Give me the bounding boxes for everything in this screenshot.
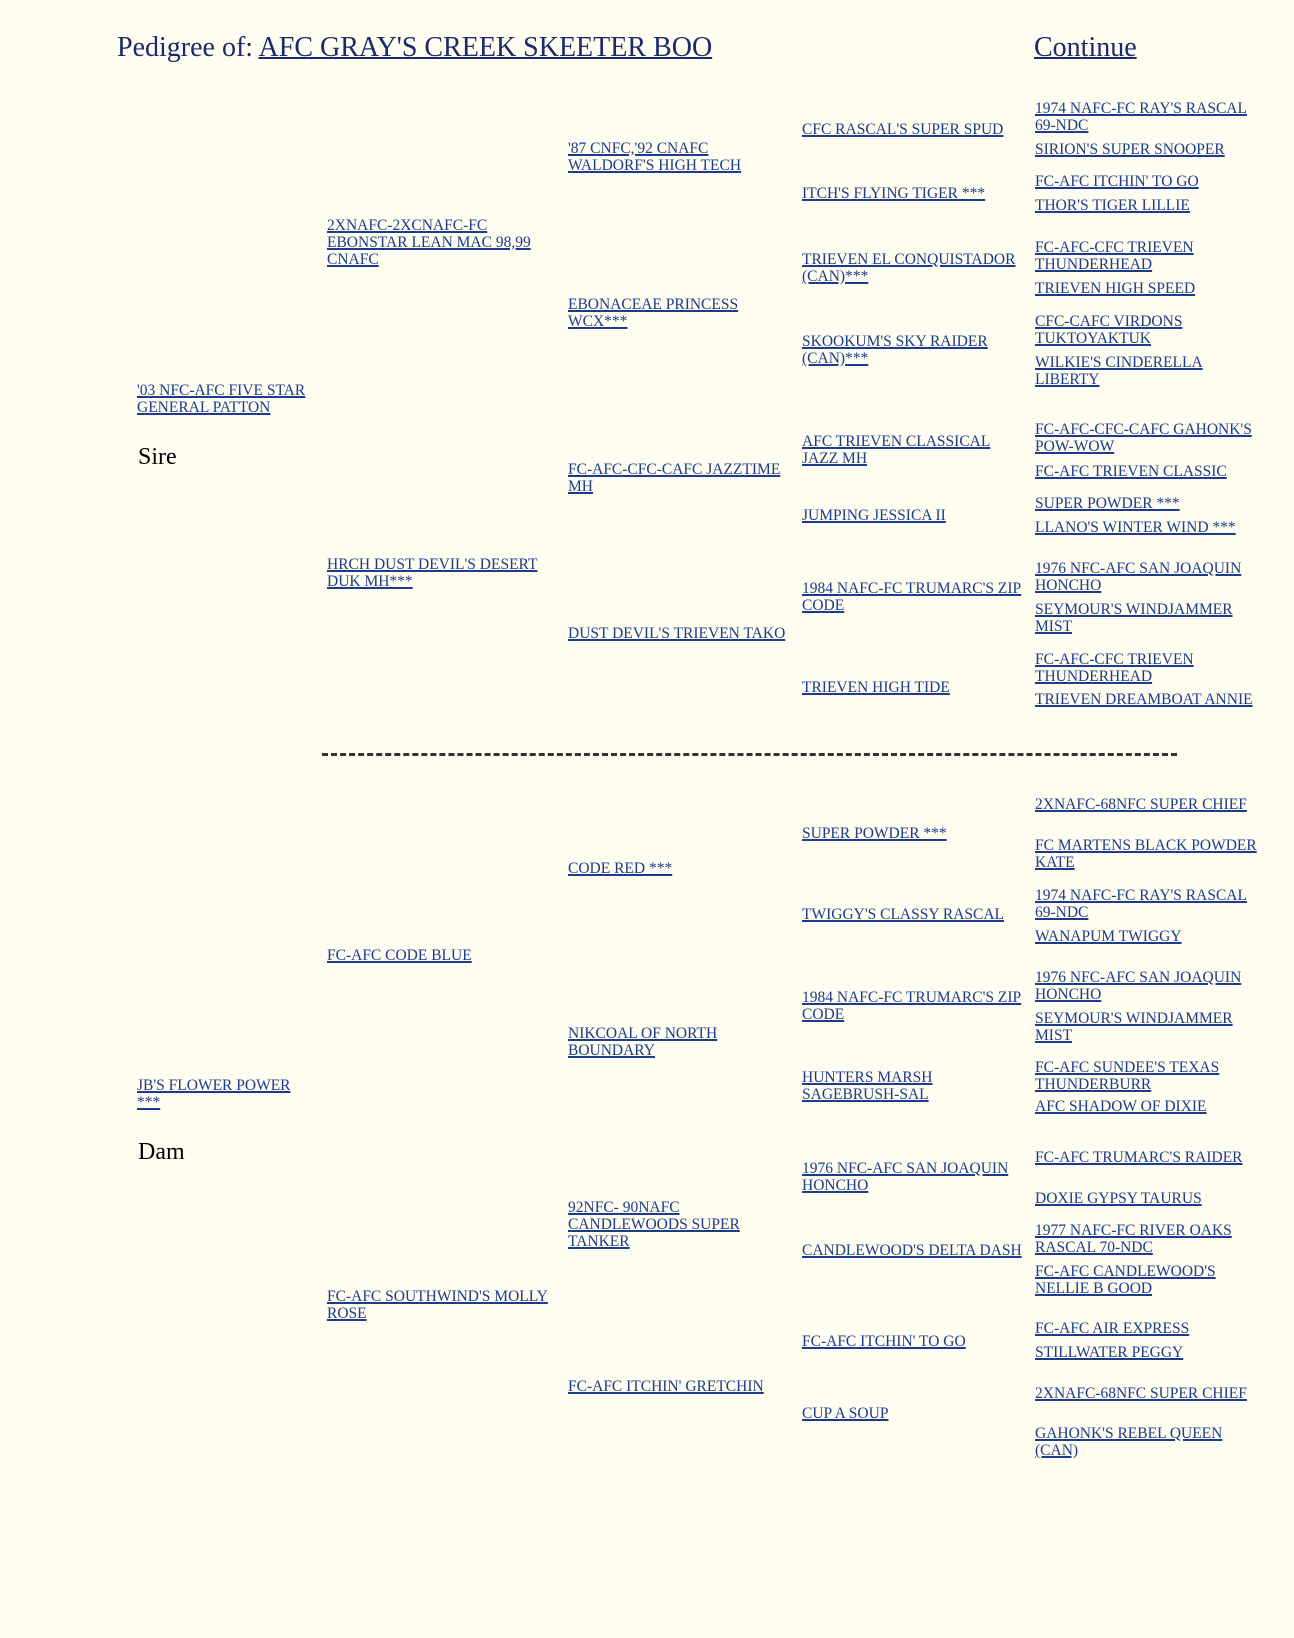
ancestor-link[interactable]: FC-AFC-CFC TRIEVEN THUNDERHEAD <box>1035 239 1194 273</box>
ancestor-link[interactable]: '87 CNFC,'92 CNAFC WALDORF'S HIGH TECH <box>568 140 742 174</box>
pedigree-prefix: Pedigree of: <box>117 32 254 63</box>
ancestor-link[interactable]: SEYMOUR'S WINDJAMMER MIST <box>1035 601 1233 635</box>
ancestor-link[interactable]: 2XNAFC-68NFC SUPER CHIEF <box>1035 796 1247 813</box>
ancestor-link[interactable]: SUPER POWDER *** <box>1035 495 1180 512</box>
ancestor-link[interactable]: WANAPUM TWIGGY <box>1035 928 1182 945</box>
continue-link[interactable]: Continue <box>1034 32 1137 63</box>
ancestor-link[interactable]: FC-AFC ITCHIN' GRETCHIN <box>568 1378 764 1395</box>
ancestor-link[interactable]: DUST DEVIL'S TRIEVEN TAKO <box>568 625 786 642</box>
ancestor-link[interactable]: WILKIE'S CINDERELLA LIBERTY <box>1035 354 1203 388</box>
dam-link[interactable]: JB'S FLOWER POWER *** <box>137 1077 291 1111</box>
ancestor-link[interactable]: THOR'S TIGER LILLIE <box>1035 197 1190 214</box>
ancestor-link[interactable]: ITCH'S FLYING TIGER *** <box>802 185 986 202</box>
dam-label: Dam <box>138 1139 185 1165</box>
ancestor-link[interactable]: TRIEVEN EL CONQUISTADOR (CAN)*** <box>802 251 1016 285</box>
sire-sire-link[interactable]: 2XNAFC-2XCNAFC-FC EBONSTAR LEAN MAC 98,99 CNAFC <box>327 217 531 268</box>
ancestor-link[interactable]: 1974 NAFC-FC RAY'S RASCAL 69-NDC <box>1035 100 1247 134</box>
ancestor-link[interactable]: FC-AFC-CFC-CAFC GAHONK'S POW-WOW <box>1035 421 1252 455</box>
ancestor-link[interactable]: AFC TRIEVEN CLASSICAL JAZZ MH <box>802 433 991 467</box>
dam-sire-link[interactable]: FC-AFC CODE BLUE <box>327 947 472 964</box>
ancestor-link[interactable]: SIRION'S SUPER SNOOPER <box>1035 141 1225 158</box>
ancestor-link[interactable]: NIKCOAL OF NORTH BOUNDARY <box>568 1025 718 1059</box>
ancestor-link[interactable]: DOXIE GYPSY TAURUS <box>1035 1190 1202 1207</box>
ancestor-link[interactable]: FC-AFC-CFC-CAFC JAZZTIME MH <box>568 461 781 495</box>
ancestor-link[interactable]: EBONACEAE PRINCESS WCX*** <box>568 296 739 330</box>
sire-dam-divider <box>322 753 1177 756</box>
ancestor-link[interactable]: FC-AFC ITCHIN' TO GO <box>802 1333 966 1350</box>
ancestor-link[interactable]: STILLWATER PEGGY <box>1035 1344 1184 1361</box>
ancestor-link[interactable]: 1977 NAFC-FC RIVER OAKS RASCAL 70-NDC <box>1035 1222 1232 1256</box>
sire-label: Sire <box>138 444 177 470</box>
sire-dam-link[interactable]: HRCH DUST DEVIL'S DESERT DUK MH*** <box>327 556 538 590</box>
ancestor-link[interactable]: CFC-CAFC VIRDONS TUKTOYAKTUK <box>1035 313 1183 347</box>
ancestor-link[interactable]: 1984 NAFC-FC TRUMARC'S ZIP CODE <box>802 580 1022 614</box>
dog-name-link[interactable]: AFC GRAY'S CREEK SKEETER BOO <box>258 32 713 63</box>
ancestor-link[interactable]: HUNTERS MARSH SAGEBRUSH-SAL <box>802 1069 933 1103</box>
ancestor-link[interactable]: 92NFC- 90NAFC CANDLEWOODS SUPER TANKER <box>568 1199 740 1250</box>
page-title <box>117 32 712 64</box>
ancestor-link[interactable]: SKOOKUM'S SKY RAIDER (CAN)*** <box>802 333 988 367</box>
ancestor-link[interactable]: 1976 NFC-AFC SAN JOAQUIN HONCHO <box>1035 969 1242 1003</box>
ancestor-link[interactable]: FC-AFC AIR EXPRESS <box>1035 1320 1190 1337</box>
ancestor-link[interactable]: CFC RASCAL'S SUPER SPUD <box>802 121 1004 138</box>
ancestor-link[interactable]: FC-AFC CANDLEWOOD'S NELLIE B GOOD <box>1035 1263 1216 1297</box>
ancestor-link[interactable]: TWIGGY'S CLASSY RASCAL <box>802 906 1005 923</box>
ancestor-link[interactable]: CODE RED *** <box>568 860 673 877</box>
ancestor-link[interactable]: 1976 NFC-AFC SAN JOAQUIN HONCHO <box>802 1160 1009 1194</box>
ancestor-link[interactable]: 1976 NFC-AFC SAN JOAQUIN HONCHO <box>1035 560 1242 594</box>
ancestor-link[interactable]: SEYMOUR'S WINDJAMMER MIST <box>1035 1010 1233 1044</box>
ancestor-link[interactable]: AFC SHADOW OF DIXIE <box>1035 1098 1207 1115</box>
ancestor-link[interactable]: FC-AFC ITCHIN' TO GO <box>1035 173 1199 190</box>
ancestor-link[interactable]: CUP A SOUP <box>802 1405 889 1422</box>
ancestor-link[interactable]: LLANO'S WINTER WIND *** <box>1035 519 1236 536</box>
ancestor-link[interactable]: TRIEVEN HIGH TIDE <box>802 679 950 696</box>
continue-area <box>1034 32 1137 64</box>
ancestor-link[interactable]: FC MARTENS BLACK POWDER KATE <box>1035 837 1257 871</box>
ancestor-link[interactable]: GAHONK'S REBEL QUEEN (CAN) <box>1035 1425 1223 1459</box>
ancestor-link[interactable]: FC-AFC TRIEVEN CLASSIC <box>1035 463 1227 480</box>
ancestor-link[interactable]: 1974 NAFC-FC RAY'S RASCAL 69-NDC <box>1035 887 1247 921</box>
ancestor-link[interactable]: 1984 NAFC-FC TRUMARC'S ZIP CODE <box>802 989 1022 1023</box>
dam-dam-link[interactable]: FC-AFC SOUTHWIND'S MOLLY ROSE <box>327 1288 548 1322</box>
ancestor-link[interactable]: FC-AFC-CFC TRIEVEN THUNDERHEAD <box>1035 651 1194 685</box>
ancestor-link[interactable]: JUMPING JESSICA II <box>802 507 946 524</box>
ancestor-link[interactable]: TRIEVEN DREAMBOAT ANNIE <box>1035 691 1253 708</box>
sire-link[interactable]: '03 NFC-AFC FIVE STAR GENERAL PATTON <box>137 382 306 416</box>
ancestor-link[interactable]: TRIEVEN HIGH SPEED <box>1035 280 1196 297</box>
ancestor-link[interactable]: 2XNAFC-68NFC SUPER CHIEF <box>1035 1385 1247 1402</box>
ancestor-link[interactable]: FC-AFC TRUMARC'S RAIDER <box>1035 1149 1243 1166</box>
ancestor-link[interactable]: SUPER POWDER *** <box>802 825 947 842</box>
ancestor-link[interactable]: FC-AFC SUNDEE'S TEXAS THUNDERBURR <box>1035 1059 1220 1093</box>
ancestor-link[interactable]: CANDLEWOOD'S DELTA DASH <box>802 1242 1022 1259</box>
